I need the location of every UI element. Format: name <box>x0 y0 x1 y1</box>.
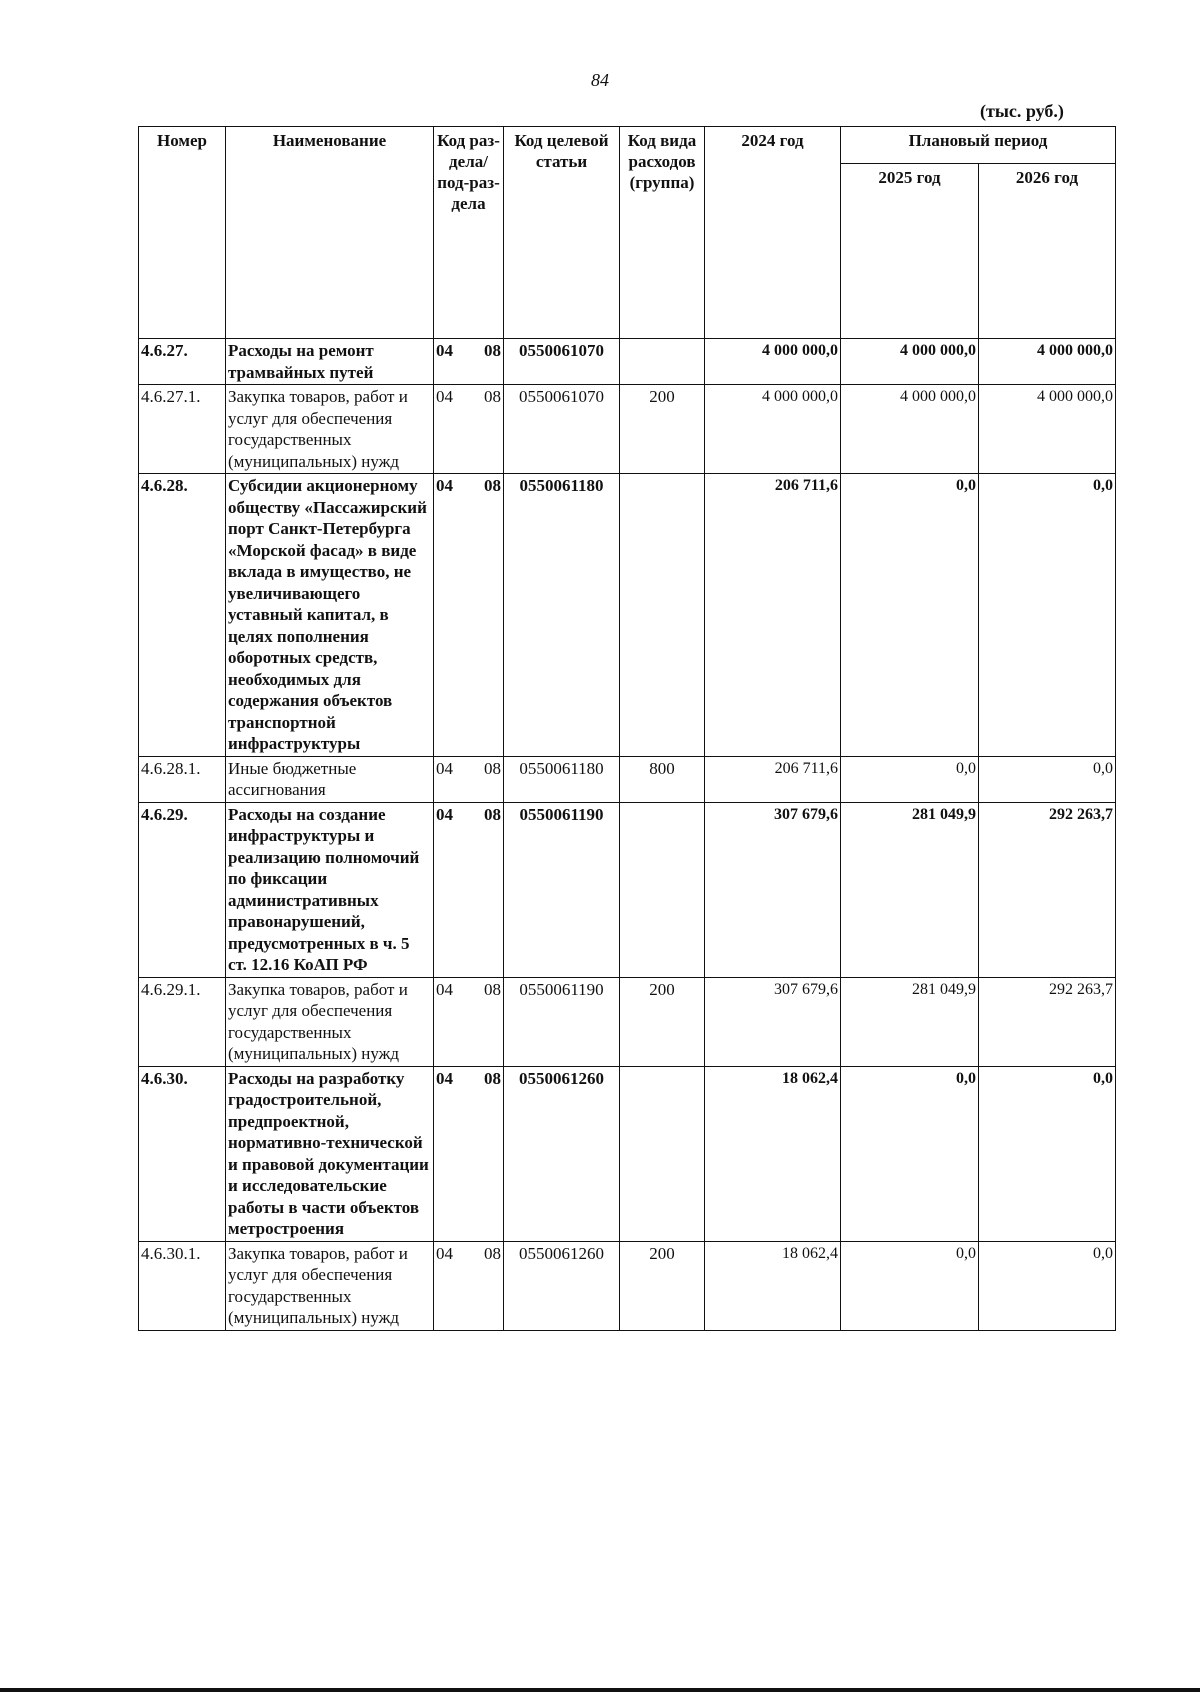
section-code: 04 <box>436 758 453 778</box>
row-name: Субсидии акционерному обществу «Пассажирский порт Санкт-Петербурга «Морской фасад» в виде вклада в имущество, не увеличивающего уставный капитал, в целях пополнения оборотных средств, необходимых для содержания объектов транспортной инфраструктуры <box>226 474 434 757</box>
subsection-code: 08 <box>484 1243 501 1263</box>
row-number: 4.6.29. <box>139 802 226 977</box>
row-section-code <box>434 977 504 1066</box>
row-section-code <box>434 1066 504 1241</box>
row-expense-kind: 800 <box>620 756 705 802</box>
row-number: 4.6.30. <box>139 1066 226 1241</box>
subsection-code: 08 <box>484 758 501 778</box>
row-expense-kind: 200 <box>620 1241 705 1330</box>
row-number: 4.6.28. <box>139 474 226 757</box>
units-label: (тыс. руб.) <box>980 101 1064 121</box>
row-section-code <box>434 339 504 385</box>
row-target-code: 0550061070 <box>504 339 620 385</box>
section-code: 04 <box>436 979 453 999</box>
row-section-code <box>434 1241 504 1330</box>
row-section-code <box>434 802 504 977</box>
row-name: Закупка товаров, работ и услуг для обеспечения государственных (муниципальных) нужд <box>226 977 434 1066</box>
row-section-code <box>434 756 504 802</box>
subsection-code: 08 <box>484 341 501 360</box>
row-target-code: 0550061070 <box>504 385 620 474</box>
section-code: 04 <box>436 804 453 824</box>
row-amount-2024: 18 062,4 <box>705 1066 841 1241</box>
table-row <box>139 385 1116 474</box>
header-year-2025: 2025 год <box>841 164 979 339</box>
subsection-code: 08 <box>484 476 501 495</box>
table-body <box>139 339 1116 1331</box>
row-target-code: 0550061190 <box>504 977 620 1066</box>
row-target-code: 0550061260 <box>504 1066 620 1241</box>
row-amount-2025: 4 000 000,0 <box>841 385 979 474</box>
table-row <box>139 339 1116 385</box>
section-code: 04 <box>436 1243 453 1263</box>
row-amount-2026: 4 000 000,0 <box>979 385 1116 474</box>
row-number: 4.6.27.1. <box>139 385 226 474</box>
row-number: 4.6.28.1. <box>139 756 226 802</box>
section-code: 04 <box>436 1068 453 1088</box>
row-amount-2025: 0,0 <box>841 474 979 757</box>
row-amount-2025: 0,0 <box>841 756 979 802</box>
row-amount-2024: 4 000 000,0 <box>705 339 841 385</box>
row-amount-2024: 307 679,6 <box>705 802 841 977</box>
row-expense-kind <box>620 1066 705 1241</box>
row-amount-2025: 4 000 000,0 <box>841 339 979 385</box>
row-target-code: 0550061190 <box>504 802 620 977</box>
row-name: Иные бюджетные ассигнования <box>226 756 434 802</box>
subsection-code: 08 <box>484 1068 501 1088</box>
section-code: 04 <box>436 341 453 360</box>
row-amount-2025: 281 049,9 <box>841 802 979 977</box>
row-amount-2026: 0,0 <box>979 1241 1116 1330</box>
table-row <box>139 802 1116 977</box>
row-amount-2026: 4 000 000,0 <box>979 339 1116 385</box>
section-code: 04 <box>436 387 453 406</box>
row-amount-2026: 0,0 <box>979 756 1116 802</box>
row-target-code: 0550061260 <box>504 1241 620 1330</box>
header-number: Номер <box>139 127 226 339</box>
page-number: 84 <box>591 70 609 90</box>
row-name: Расходы на разработку градостроительной, предпроектной, нормативно-технической и правовой документации и исследовательские работы в части объектов метростроения <box>226 1066 434 1241</box>
row-target-code: 0550061180 <box>504 756 620 802</box>
header-year-2026: 2026 год <box>979 164 1116 339</box>
header-row-1 <box>139 127 1116 164</box>
budget-table <box>138 126 1116 1331</box>
row-expense-kind <box>620 339 705 385</box>
row-number: 4.6.30.1. <box>139 1241 226 1330</box>
row-name: Закупка товаров, работ и услуг для обеспечения государственных (муниципальных) нужд <box>226 1241 434 1330</box>
row-amount-2026: 0,0 <box>979 474 1116 757</box>
row-target-code: 0550061180 <box>504 474 620 757</box>
subsection-code: 08 <box>484 979 501 999</box>
header-planned-period: Плановый период <box>841 127 1116 164</box>
subsection-code: 08 <box>484 387 501 406</box>
header-expense-kind-code: Код вида расходов (группа) <box>620 127 705 339</box>
row-expense-kind: 200 <box>620 385 705 474</box>
row-amount-2024: 206 711,6 <box>705 756 841 802</box>
row-section-code <box>434 385 504 474</box>
row-number: 4.6.29.1. <box>139 977 226 1066</box>
row-section-code <box>434 474 504 757</box>
row-amount-2025: 0,0 <box>841 1241 979 1330</box>
row-number: 4.6.27. <box>139 339 226 385</box>
row-name: Расходы на создание инфраструктуры и реализацию полномочий по фиксации административных правонарушений, предусмотренных в ч. 5 ст. 12.16 КоАП РФ <box>226 802 434 977</box>
row-expense-kind <box>620 474 705 757</box>
row-amount-2024: 18 062,4 <box>705 1241 841 1330</box>
row-amount-2026: 292 263,7 <box>979 977 1116 1066</box>
row-expense-kind <box>620 802 705 977</box>
row-amount-2024: 307 679,6 <box>705 977 841 1066</box>
table-row <box>139 1241 1116 1330</box>
table-row <box>139 756 1116 802</box>
bottom-edge-line <box>0 1688 1200 1692</box>
row-expense-kind: 200 <box>620 977 705 1066</box>
section-code: 04 <box>436 476 453 495</box>
header-name: Наименование <box>226 127 434 339</box>
header-year-2024: 2024 год <box>705 127 841 339</box>
row-amount-2025: 0,0 <box>841 1066 979 1241</box>
row-amount-2026: 292 263,7 <box>979 802 1116 977</box>
row-amount-2026: 0,0 <box>979 1066 1116 1241</box>
row-amount-2024: 4 000 000,0 <box>705 385 841 474</box>
table-row <box>139 474 1116 757</box>
row-name: Расходы на ремонт трамвайных путей <box>226 339 434 385</box>
table-row <box>139 977 1116 1066</box>
row-name: Закупка товаров, работ и услуг для обеспечения государственных (муниципальных) нужд <box>226 385 434 474</box>
subsection-code: 08 <box>484 804 501 824</box>
header-target-code: Код целевой статьи <box>504 127 620 339</box>
row-amount-2024: 206 711,6 <box>705 474 841 757</box>
table-row <box>139 1066 1116 1241</box>
header-section-code: Код раз-дела/ под-раз-дела <box>434 127 504 339</box>
row-amount-2025: 281 049,9 <box>841 977 979 1066</box>
